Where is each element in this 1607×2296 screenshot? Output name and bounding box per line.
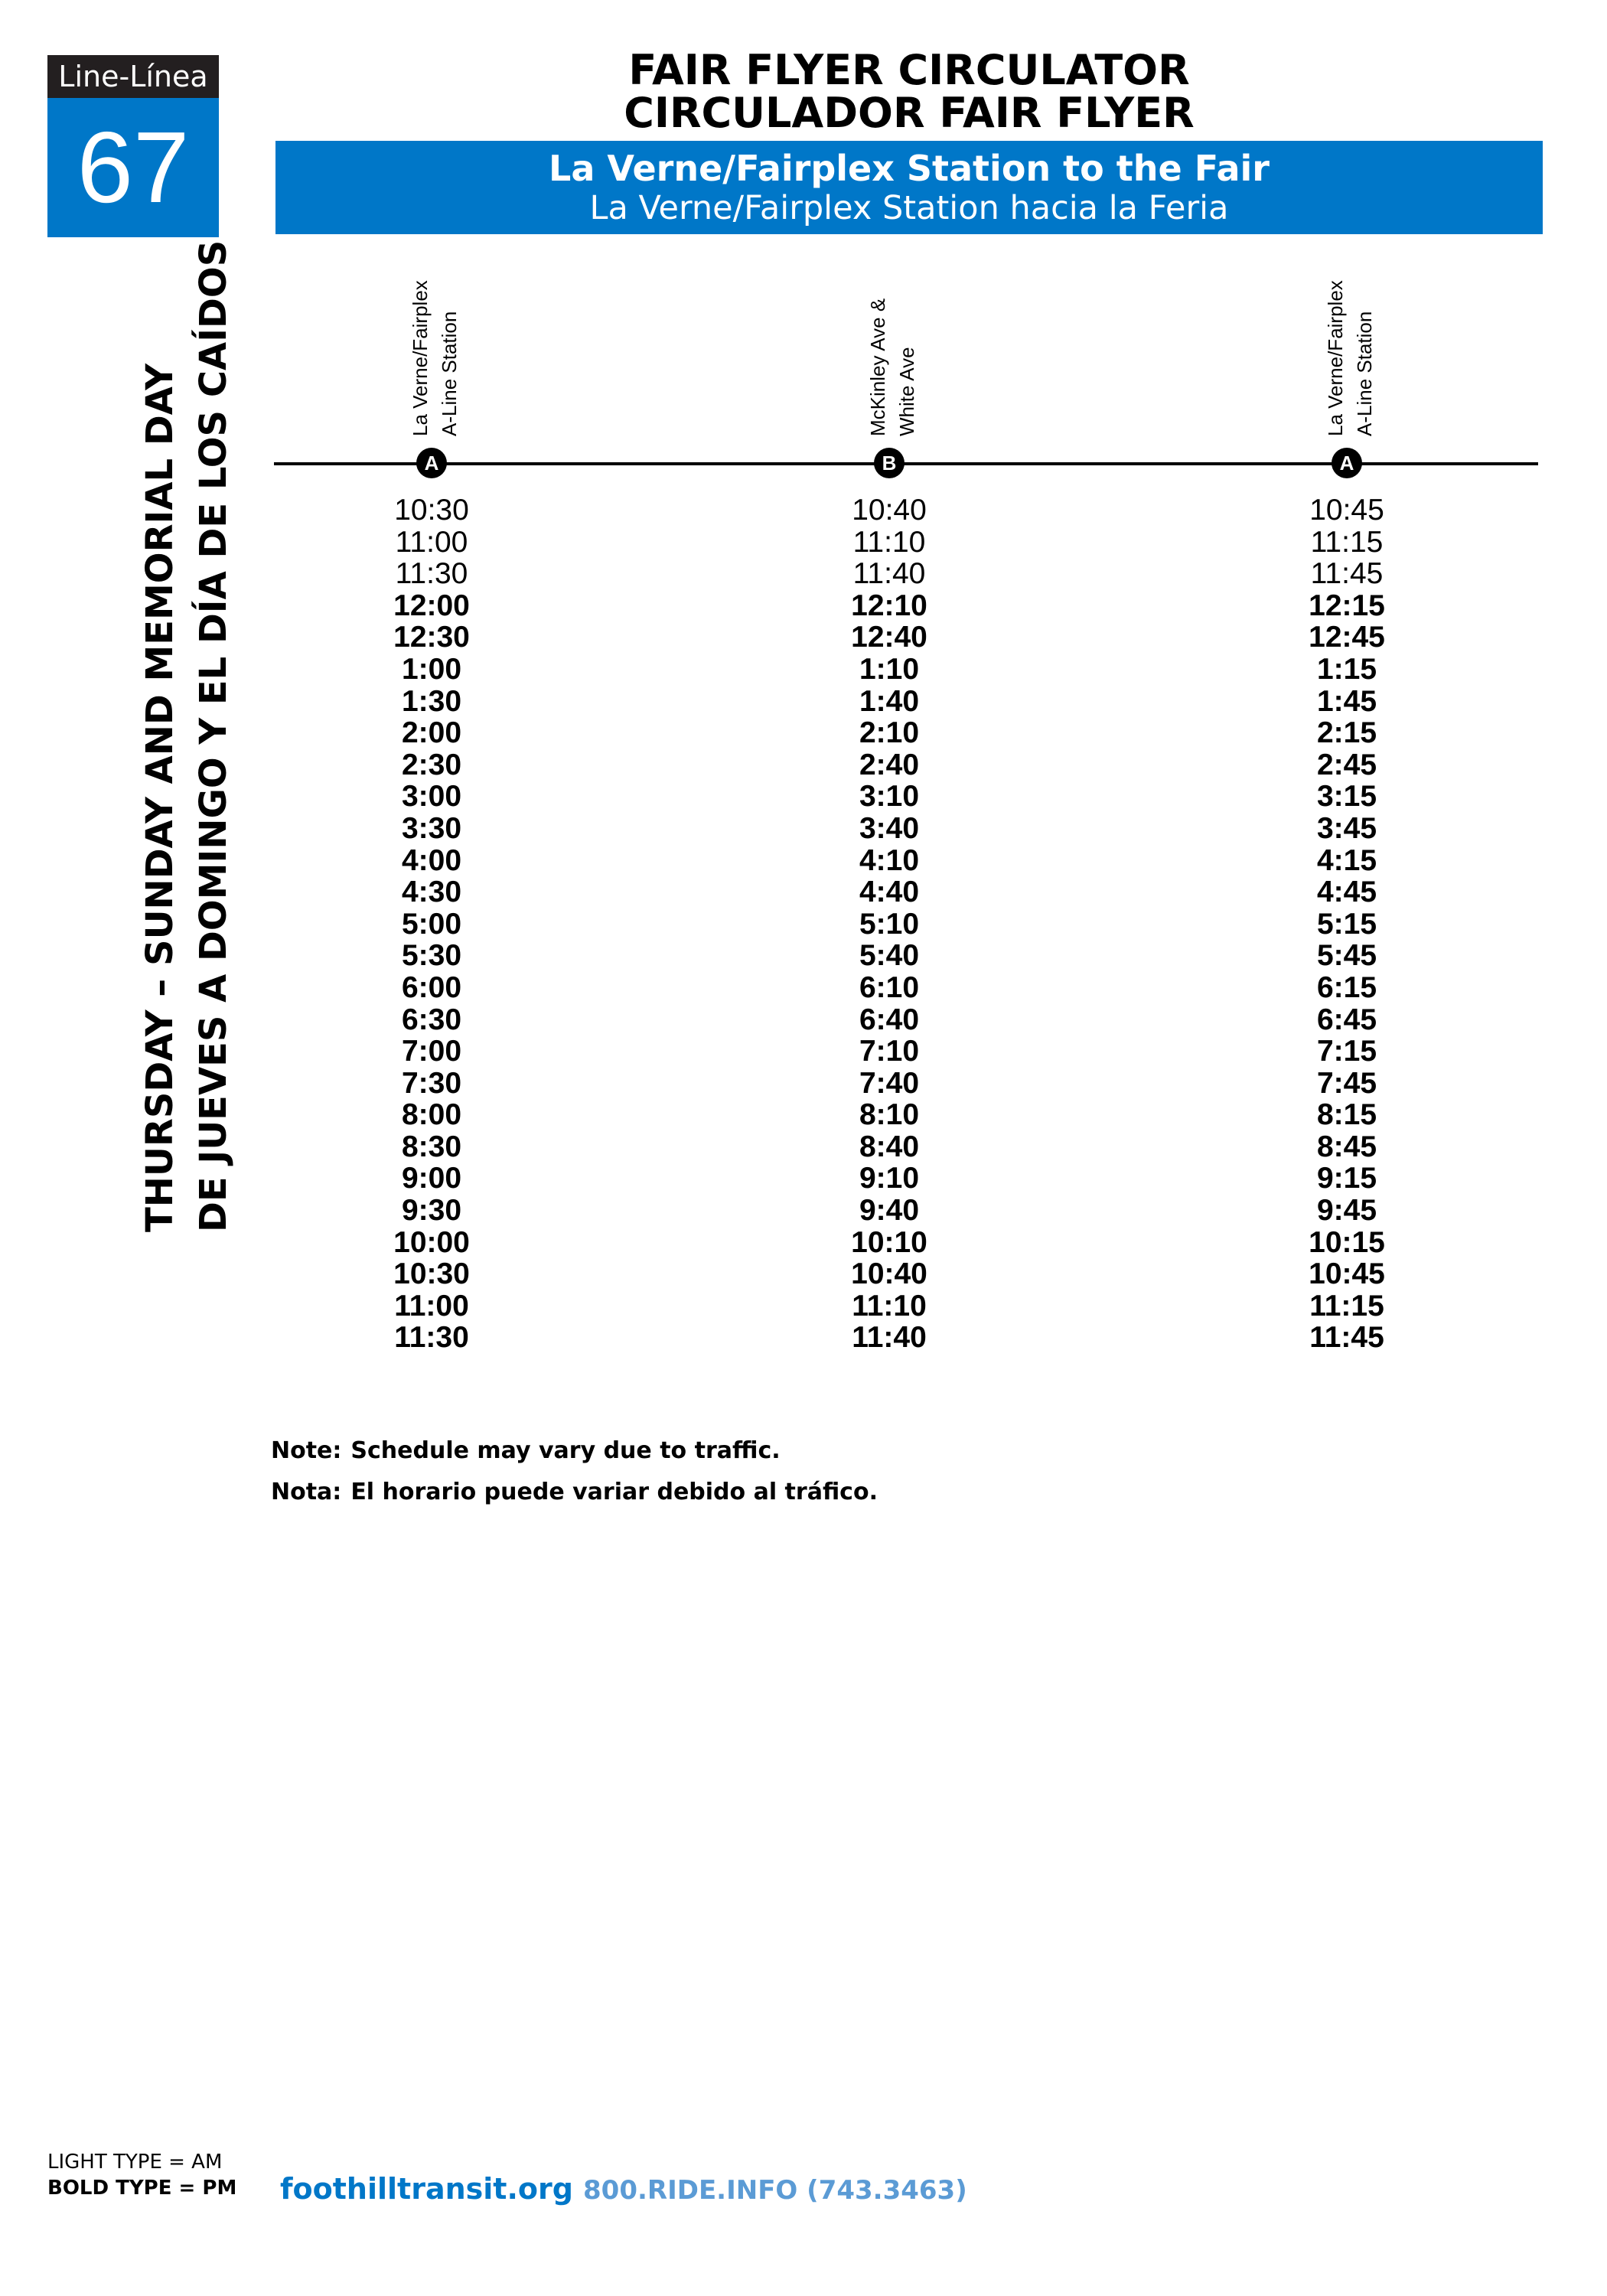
departure-time: 4:40 bbox=[859, 876, 920, 909]
departure-time: 9:00 bbox=[401, 1162, 462, 1195]
stop-name-line2: A-Line Station bbox=[1353, 311, 1376, 436]
departure-time: 8:15 bbox=[1316, 1098, 1377, 1132]
departure-time: 2:30 bbox=[401, 748, 462, 781]
phone-number[interactable]: 800.RIDE.INFO (743.3463) bbox=[583, 2175, 967, 2206]
service-days bbox=[133, 240, 263, 1232]
note-label: Nota: bbox=[271, 1479, 342, 1505]
departure-time: 7:30 bbox=[401, 1066, 462, 1100]
departure-time: 12:30 bbox=[393, 621, 470, 654]
departure-time: 7:45 bbox=[1316, 1066, 1377, 1100]
departure-time: 10:45 bbox=[1309, 494, 1384, 527]
departure-time: 5:40 bbox=[859, 939, 920, 973]
departure-time: 8:10 bbox=[859, 1098, 920, 1132]
departure-time: 8:45 bbox=[1316, 1130, 1377, 1163]
departure-time: 3:15 bbox=[1316, 780, 1377, 814]
departure-time: 11:10 bbox=[852, 525, 926, 559]
departure-time: 12:40 bbox=[851, 621, 927, 654]
stop-name-line2: White Ave bbox=[895, 347, 918, 436]
departure-time: 10:40 bbox=[851, 1257, 927, 1291]
departure-time: 4:45 bbox=[1316, 876, 1377, 909]
schedule-column-2 bbox=[797, 494, 981, 1354]
departure-time: 10:30 bbox=[393, 1257, 470, 1291]
departure-time: 4:30 bbox=[401, 876, 462, 909]
departure-time: 7:10 bbox=[859, 1035, 920, 1068]
stop-marker-a-icon: A bbox=[1332, 448, 1362, 478]
departure-time: 6:15 bbox=[1316, 970, 1377, 1004]
departure-time: 6:10 bbox=[859, 970, 920, 1004]
departure-time: 5:45 bbox=[1316, 939, 1377, 973]
departure-time: 3:00 bbox=[401, 780, 462, 814]
departure-time: 8:00 bbox=[401, 1098, 462, 1132]
stop-marker-a-icon: A bbox=[416, 448, 447, 478]
page-title: FAIR FLYER CIRCULATOR bbox=[628, 46, 1190, 94]
departure-time: 6:00 bbox=[401, 970, 462, 1004]
departure-time: 4:00 bbox=[401, 843, 462, 877]
departure-time: 4:10 bbox=[859, 843, 920, 877]
line-number: 67 bbox=[47, 98, 219, 237]
departure-time: 3:45 bbox=[1316, 811, 1377, 845]
departure-time: 5:30 bbox=[401, 939, 462, 973]
stop-marker-b-icon: B bbox=[874, 448, 905, 478]
legend-am: LIGHT TYPE = AM bbox=[47, 2151, 223, 2174]
departure-time: 3:40 bbox=[859, 811, 920, 845]
direction-spanish: La Verne/Fairplex Station hacia la Feria bbox=[589, 189, 1229, 227]
note-english bbox=[271, 1437, 781, 1464]
note-label: Note: bbox=[271, 1437, 342, 1464]
website-link[interactable]: foothilltransit.org bbox=[280, 2172, 573, 2206]
departure-time: 2:10 bbox=[859, 716, 920, 750]
departure-time: 1:15 bbox=[1316, 652, 1377, 686]
note-text: Schedule may vary due to traffic. bbox=[350, 1437, 781, 1464]
departure-time: 11:10 bbox=[852, 1289, 927, 1322]
departure-time: 9:10 bbox=[859, 1162, 920, 1195]
stop-name-line1: La Verne/Fairplex bbox=[1324, 280, 1347, 436]
departure-time: 1:10 bbox=[859, 652, 920, 686]
departure-time: 12:00 bbox=[393, 589, 470, 622]
departure-time: 9:15 bbox=[1316, 1162, 1377, 1195]
direction-english: La Verne/Fairplex Station to the Fair bbox=[549, 148, 1270, 189]
direction-banner bbox=[275, 141, 1543, 234]
departure-time: 2:45 bbox=[1316, 748, 1377, 781]
page-title-spanish: CIRCULADOR FAIR FLYER bbox=[624, 89, 1195, 137]
departure-time: 5:00 bbox=[401, 907, 462, 941]
departure-time: 12:15 bbox=[1309, 589, 1385, 622]
departure-time: 11:30 bbox=[395, 557, 468, 591]
departure-time: 7:40 bbox=[859, 1066, 920, 1100]
departure-time: 6:40 bbox=[859, 1003, 920, 1036]
departure-time: 1:00 bbox=[401, 652, 462, 686]
departure-time: 10:15 bbox=[1309, 1225, 1385, 1259]
departure-time: 3:10 bbox=[859, 780, 920, 814]
departure-time: 4:15 bbox=[1316, 843, 1377, 877]
departure-time: 7:15 bbox=[1316, 1035, 1377, 1068]
stop-header-3 bbox=[1321, 245, 1512, 436]
departure-time: 11:15 bbox=[1310, 525, 1384, 559]
service-days-spanish: DE JUEVES A DOMINGO Y EL DÍA DE LOS CAÍDOS bbox=[192, 240, 235, 1232]
departure-time: 8:30 bbox=[401, 1130, 462, 1163]
departure-time: 1:40 bbox=[859, 684, 920, 718]
departure-time: 5:10 bbox=[859, 907, 920, 941]
departure-time: 6:45 bbox=[1316, 1003, 1377, 1036]
departure-time: 2:15 bbox=[1316, 716, 1377, 750]
stop-name-line2: A-Line Station bbox=[438, 311, 461, 436]
line-label: Line-Línea bbox=[47, 55, 219, 98]
type-legend bbox=[47, 2149, 236, 2201]
departure-time: 5:15 bbox=[1316, 907, 1377, 941]
service-days-english: THURSDAY – SUNDAY AND MEMORIAL DAY bbox=[139, 363, 181, 1232]
stop-header-1 bbox=[406, 245, 597, 436]
schedule-column-3 bbox=[1255, 494, 1439, 1354]
stop-name-line1: La Verne/Fairplex bbox=[409, 280, 432, 436]
departure-time: 3:30 bbox=[401, 811, 462, 845]
departure-time: 11:40 bbox=[852, 1321, 927, 1355]
note-spanish bbox=[271, 1479, 878, 1505]
departure-time: 10:00 bbox=[393, 1225, 470, 1259]
departure-time: 12:45 bbox=[1309, 621, 1385, 654]
stop-header-2 bbox=[863, 245, 1054, 436]
departure-time: 6:30 bbox=[401, 1003, 462, 1036]
departure-time: 10:40 bbox=[852, 494, 927, 527]
departure-time: 11:45 bbox=[1310, 557, 1384, 591]
departure-time: 11:40 bbox=[852, 557, 926, 591]
departure-time: 9:30 bbox=[401, 1194, 462, 1228]
departure-time: 9:40 bbox=[859, 1194, 920, 1228]
departure-time: 1:30 bbox=[401, 684, 462, 718]
departure-time: 2:40 bbox=[859, 748, 920, 781]
line-badge bbox=[47, 55, 219, 237]
departure-time: 11:00 bbox=[394, 1289, 469, 1322]
departure-time: 10:45 bbox=[1309, 1257, 1385, 1291]
schedule-column-1 bbox=[340, 494, 523, 1354]
departure-time: 11:15 bbox=[1309, 1289, 1384, 1322]
departure-time: 2:00 bbox=[401, 716, 462, 750]
departure-time: 11:45 bbox=[1309, 1321, 1384, 1355]
stop-name-line1: McKinley Ave & bbox=[866, 298, 889, 436]
departure-time: 1:45 bbox=[1316, 684, 1377, 718]
departure-time: 9:45 bbox=[1316, 1194, 1377, 1228]
departure-time: 8:40 bbox=[859, 1130, 920, 1163]
departure-time: 12:10 bbox=[851, 589, 927, 622]
note-text: El horario puede variar debido al tráfico. bbox=[350, 1479, 878, 1505]
departure-time: 11:00 bbox=[395, 525, 468, 559]
departure-time: 11:30 bbox=[394, 1321, 469, 1355]
legend-pm: BOLD TYPE = PM bbox=[47, 2177, 237, 2200]
departure-time: 10:10 bbox=[851, 1225, 927, 1259]
departure-time: 7:00 bbox=[401, 1035, 462, 1068]
departure-time: 10:30 bbox=[394, 494, 469, 527]
